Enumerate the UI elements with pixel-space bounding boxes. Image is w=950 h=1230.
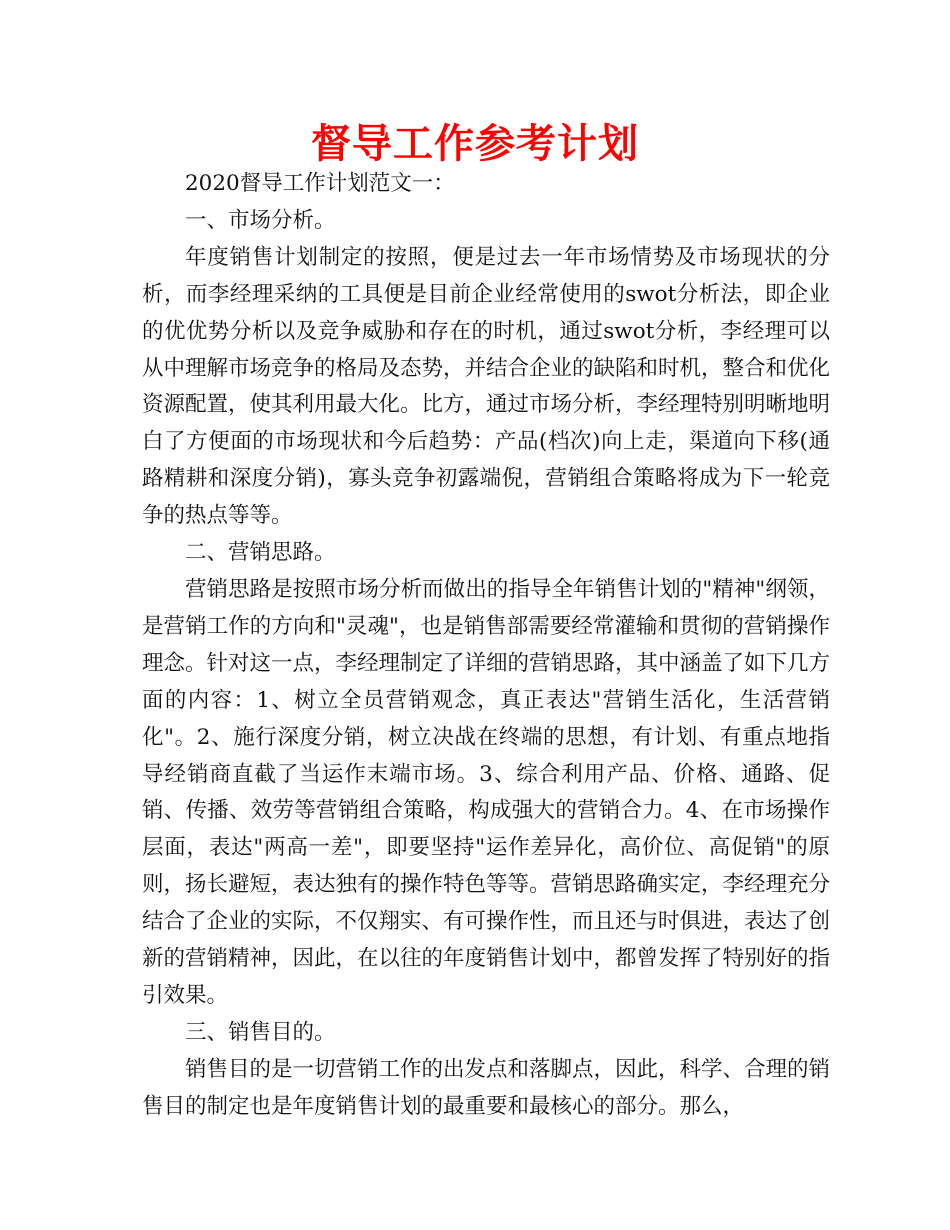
paragraph-marketing-ideas: 营销思路是按照市场分析而做出的指导全年销售计划的"精神"纲领，是营销工作的方向和"灵魂"，也是销售部需要经常灌输和贯彻的营销操作理念。针对这一点，李经理制定了详细的营销思路，其中涵盖了如下几方面的内容：1、树立全员营销观念，真正表达"营销生活化，生活营销化"。2、施行深度分销，树立决战在终端的思想，有计划、有重点地指导经销商直截了当运作末端市场。3、综合利用产品、价格、通路、促销、传播、效劳等营销组合策略，构成强大的营销合力。4、在市场操作层面，表达"两高一差"，即要坚持"运作差异化，高价位、高促销"的原则，扬长避短，表达独有的操作特色等等。营销思路确实定，李经理充分结合了企业的实际，不仅翔实、有可操作性，而且还与时俱进，表达了创新的营销精神，因此，在以往的年度销售计划中，都曾发挥了特别好的指引效果。	[142, 576, 831, 1008]
document-title: 督导工作参考计划	[311, 120, 639, 167]
document-body	[142, 166, 830, 1126]
paragraph-heading-year: 2020督导工作计划范文一：	[185, 171, 455, 196]
paragraph-sales-targets: 销售目的是一切营销工作的出发点和落脚点，因此，科学、合理的销售目的制定也是年度销售计划的最重要和最核心的部分。那么，	[142, 1056, 831, 1119]
section-heading-market-analysis: 一、市场分析。	[185, 207, 336, 233]
paragraph-market-analysis: 年度销售计划制定的按照，便是过去一年市场情势及市场现状的分析，而李经理采纳的工具便是目前企业经常使用的swot分析法，即企业的优优势分析以及竞争威胁和存在的时机，通过swot分析，李经理可以从中理解市场竞争的格局及态势，并结合企业的缺陷和时机，整合和优化资源配置，使其利用最大化。比方，通过市场分析，李经理特别明晰地明白了方便面的市场现状和今后趋势：产品(档次)向上走，渠道向下移(通路精耕和深度分销)，寡头竞争初露端倪，营销组合策略将成为下一轮竞争的热点等等。	[142, 244, 831, 529]
section-heading-marketing-ideas: 二、营销思路。	[185, 540, 336, 566]
section-heading-sales-targets: 三、销售目的。	[185, 1019, 336, 1045]
